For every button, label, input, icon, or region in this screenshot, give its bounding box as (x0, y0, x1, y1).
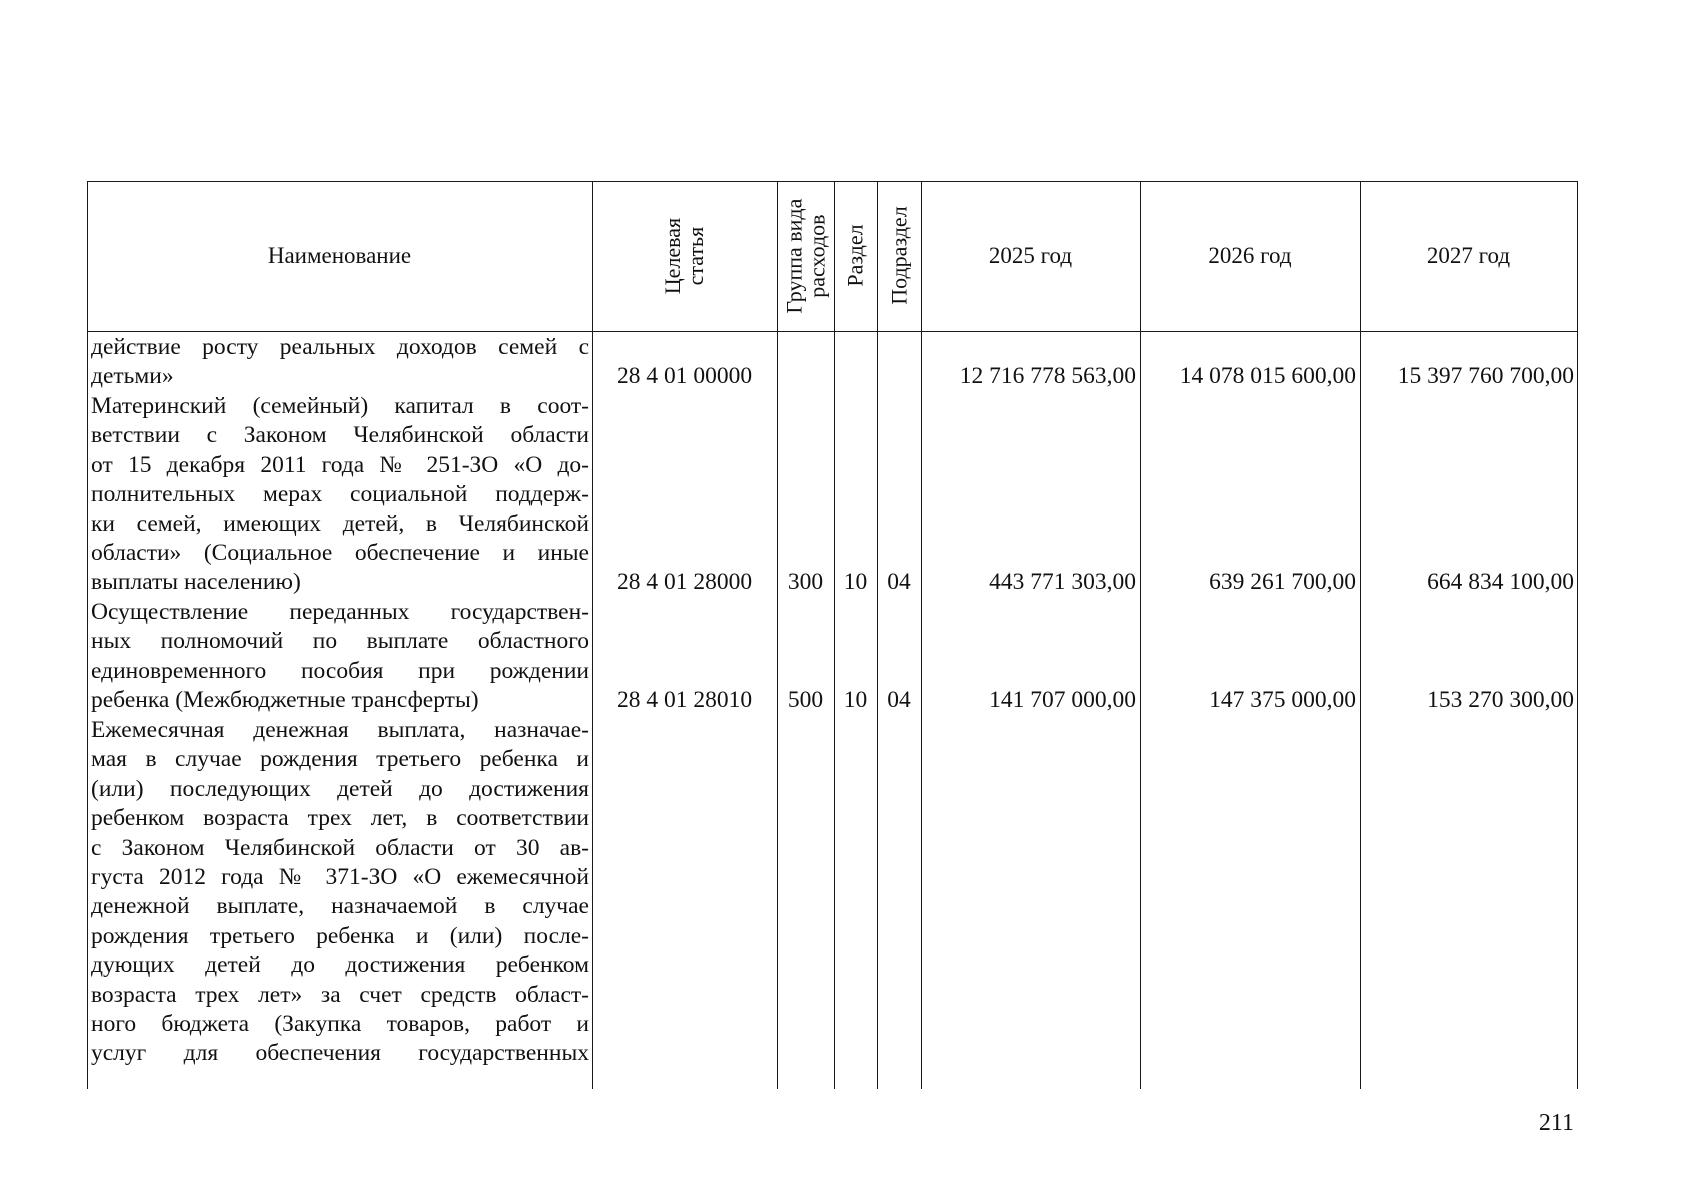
row-2-2026: 639 261 700,00 (1209, 569, 1356, 595)
row-1-name: действие росту реальных доходов семей с детьми» (91, 334, 589, 390)
header-bottom-border (87, 331, 1578, 332)
row-2-subsection: 04 (887, 569, 911, 595)
row-1-2027: 15 397 760 700,00 (1397, 363, 1574, 389)
row-3-2026: 147 375 000,00 (1209, 687, 1356, 713)
row-2-2027: 664 834 100,00 (1427, 569, 1574, 595)
row-3-2027: 153 270 300,00 (1427, 687, 1574, 713)
row-2-target: 28 4 01 28000 (616, 569, 753, 595)
row-2-2025: 443 771 303,00 (989, 569, 1136, 595)
row-2-name: Материнский (семейный) капитал в соот- ветствии с Законом Челябинской области от 15 декабря 2011 года № 251-ЗО «О до- полнительных мерах социальной поддерж- ки семей, имеющих детей, в Челябинской области» (Социальное обеспечение и иные выплаты населению) (91, 393, 589, 596)
header-expense-group: Группа вида расходов (781, 198, 830, 314)
row-2-group: 300 (787, 569, 824, 595)
row-3-section: 10 (843, 687, 868, 713)
row-1-2025: 12 716 778 563,00 (959, 363, 1136, 389)
page-number: 211 (1538, 1110, 1574, 1136)
header-subsection: Подраздел (886, 206, 912, 306)
row-3-target: 28 4 01 28010 (616, 687, 753, 713)
row-4-name: Ежемесячная денежная выплата, назначае- мая в случае рождения третьего ребенка и (или) последующих детей до достижения ребенком возраста трех лет, в соответствии с Законом Челябинской области от 30 ав- густа 2012 года № 371-ЗО «О ежемесячной денежной выплате, назначаемой в случае рождения третьего ребенка и (или) после- дующих детей до достижения ребенком возраста трех лет» за счет средств област- ного бюджета (Закупка товаров, работ и услуг для обеспечения государственных (91, 717, 589, 1067)
header-2025: 2025 год (988, 243, 1073, 268)
header-name: Наименование (267, 243, 412, 268)
header-target-article: Целевая статья (660, 217, 709, 295)
row-3-2025: 141 707 000,00 (989, 687, 1136, 713)
header-section: Раздел (842, 224, 868, 288)
row-1-target: 28 4 01 00000 (616, 363, 753, 389)
row-1-2026: 14 078 015 600,00 (1179, 363, 1356, 389)
col-border (1577, 181, 1578, 1089)
header-2027: 2027 год (1426, 243, 1511, 268)
row-2-section: 10 (843, 569, 868, 595)
header-2026: 2026 год (1208, 243, 1292, 268)
row-3-group: 500 (787, 687, 824, 713)
row-3-subsection: 04 (887, 687, 911, 713)
budget-table (87, 181, 1578, 1089)
row-3-name: Осуществление переданных государствен- ных полномочий по выплате областного единовременного пособия при рождении ребенка (Межбюджетные трансферты) (91, 599, 589, 714)
